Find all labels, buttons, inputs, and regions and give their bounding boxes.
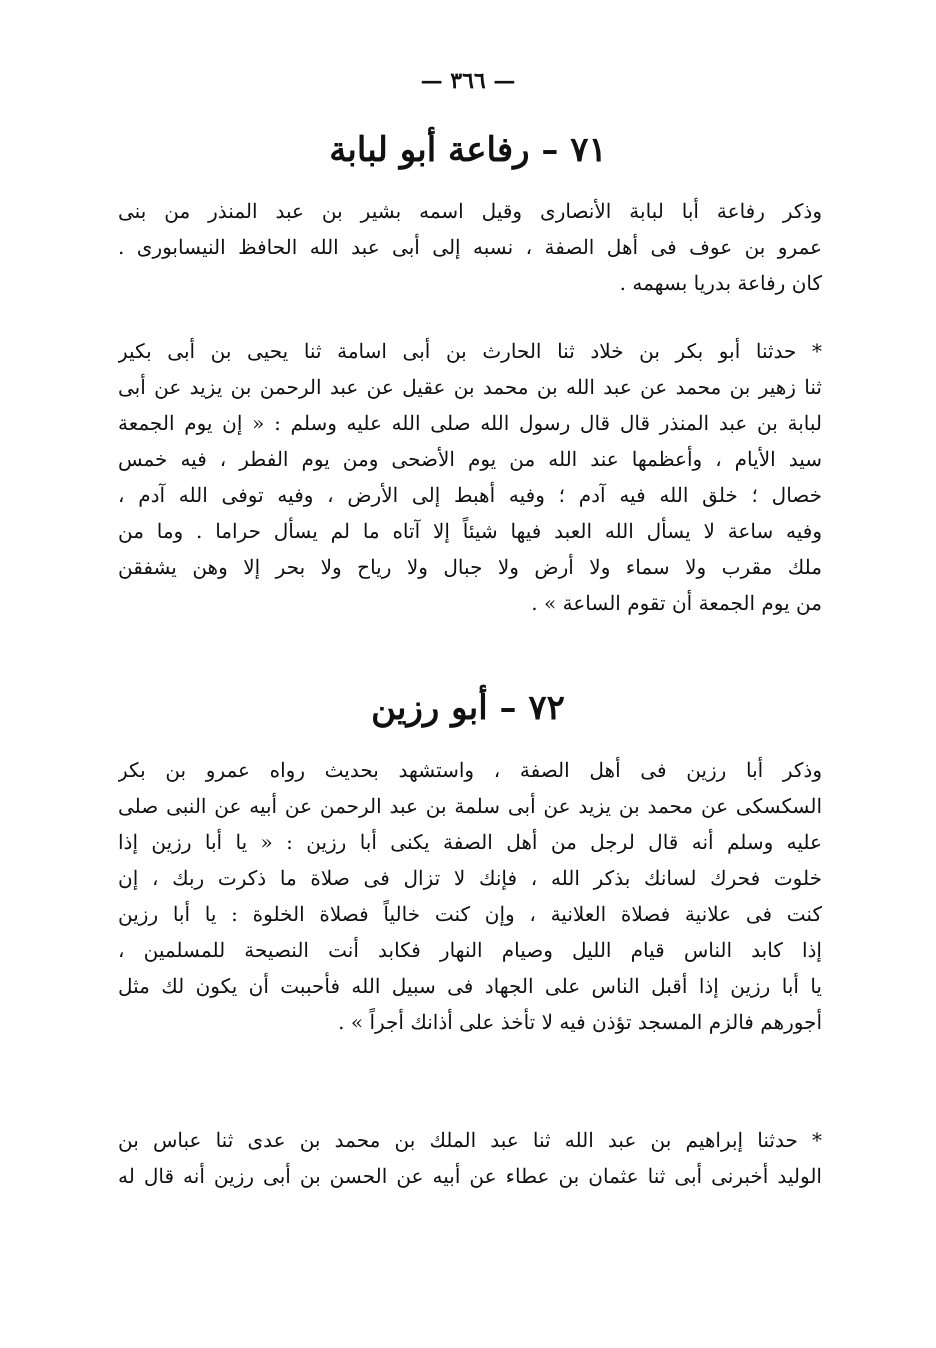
text-line: الوليد أخبرنى أبى ثنا عثمان بن عطاء عن أبيه عن الحسن بن أبى رزين أنه قال له <box>118 1164 822 1188</box>
text-line: * حدثنا إبراهيم بن عبد الله ثنا عبد الملك بن محمد بن عدى ثنا عباس بن <box>118 1128 822 1152</box>
text-line: وفيه ساعة لا يسأل الله العبد فيها شيئاً إلا آتاه ما لم يسأل حراما . وما من <box>118 519 822 543</box>
text-line: إذا كابد الناس قيام الليل وصيام النهار فكابد أنت النصيحة للمسلمين ، <box>118 938 822 962</box>
text-line: السكسكى عن محمد بن يزيد عن أبى سلمة بن عبد الرحمن عن أبيه عن النبى صلى <box>118 794 822 818</box>
paragraph-72-intro <box>118 752 822 1040</box>
text-line: خلوت فحرك لسانك بذكر الله ، فإنك لا تزال فى صلاة ما ذكرت ربك ، إن <box>118 866 822 890</box>
text-line: أجورهم فالزم المسجد تؤذن فيه لا تأخذ على أذانك أجراً » . <box>338 1010 822 1034</box>
text-line: وذكر أبا رزين فى أهل الصفة ، واستشهد بحديث رواه عمرو بن بكر <box>118 758 822 782</box>
text-line: وذكر رفاعة أبا لبابة الأنصارى وقيل اسمه بشير بن عبد المنذر من بنى <box>118 199 822 223</box>
text-line: من يوم الجمعة أن تقوم الساعة » . <box>531 591 822 615</box>
section-heading-71: ٧١ – رفاعة أبو لبابة <box>329 130 607 170</box>
paragraph-71-intro <box>118 193 822 301</box>
paragraph-72-hadith <box>118 1122 822 1194</box>
text-line: سيد الأيام ، وأعظمها عند الله من يوم الأضحى ومن يوم الفطر ، فيه خمس <box>118 447 822 471</box>
page-number: — ٣٦٦ — <box>420 68 516 94</box>
text-line: يا أبا رزين إذا أقبل الناس على الجهاد فى سبيل الله فأحببت أن يكون لك مثل <box>118 974 822 998</box>
text-line: خصال ؛ خلق الله فيه آدم ؛ وفيه أهبط إلى الأرض ، وفيه توفى الله آدم ، <box>118 483 822 507</box>
text-line: عمرو بن عوف فى أهل الصفة ، نسبه إلى أبى عبد الله الحافظ النيسابورى . <box>118 235 822 259</box>
section-heading-72: ٧٢ – أبو رزين <box>371 688 565 728</box>
text-line: ثنا زهير بن محمد عن عبد الله بن محمد بن عقيل عن عبد الرحمن بن يزيد عن أبى <box>118 375 822 399</box>
text-line: ملك مقرب ولا سماء ولا أرض ولا جبال ولا رياح ولا بحر إلا وهن يشفقن <box>118 555 822 579</box>
text-line: * حدثنا أبو بكر بن خلاد ثنا الحارث بن أبى اسامة ثنا يحيى بن أبى بكير <box>118 339 822 363</box>
text-line: كان رفاعة بدريا بسهمه . <box>619 271 822 295</box>
text-line: عليه وسلم أنه قال لرجل من أهل الصفة يكنى أبا رزين : « يا أبا رزين إذا <box>118 830 822 854</box>
paragraph-71-hadith <box>118 333 822 621</box>
text-line: لبابة بن عبد المنذر قال قال رسول الله صلى الله عليه وسلم : « إن يوم الجمعة <box>118 411 822 435</box>
text-line: كنت فى علانية فصلاة العلانية ، وإن كنت خالياً فصلاة الخلوة : يا أبا رزين <box>118 902 822 926</box>
